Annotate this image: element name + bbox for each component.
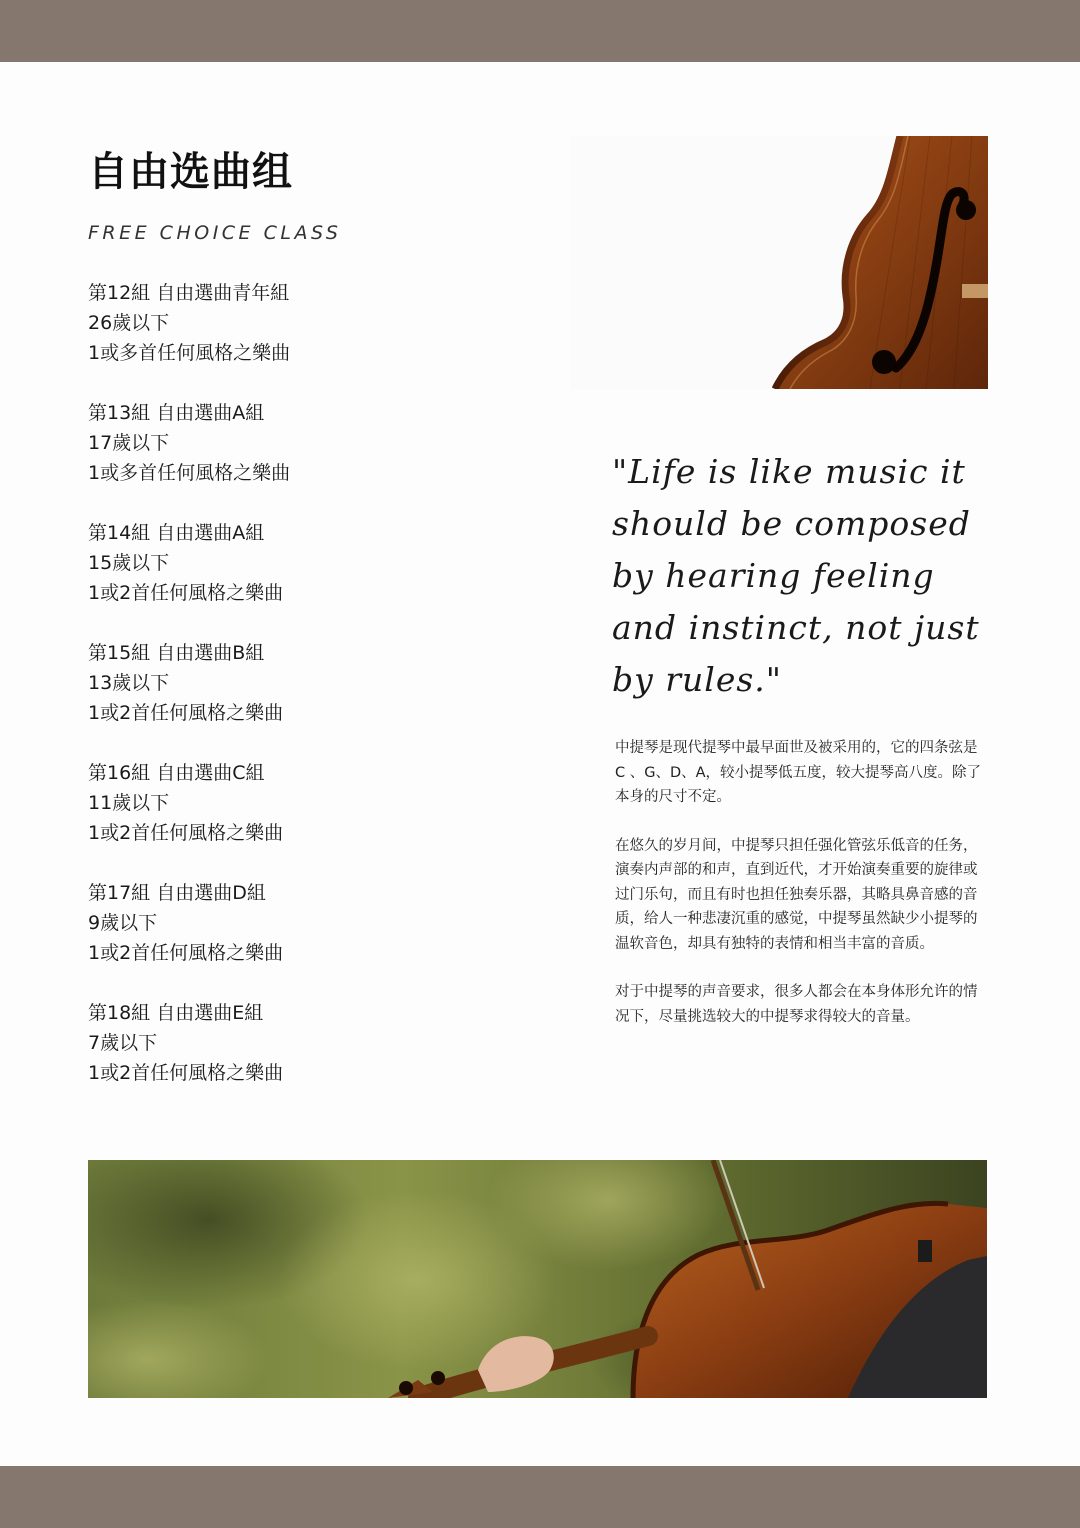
viola-description [615,736,987,1053]
group-age: 17歲以下 [88,432,170,454]
group-item [88,878,508,998]
group-requirement: 1或2首任何風格之樂曲 [88,942,284,964]
group-age: 11歲以下 [88,792,170,814]
paragraph: 中提琴是现代提琴中最早面世及被采用的，它的四条弦是C 、G、D、A，较小提琴低五度，较大提琴高八度。除了本身的尺寸不定。 [615,740,982,805]
group-age: 26歲以下 [88,312,170,334]
viola-f-hole-image [570,136,988,389]
group-requirement: 1或2首任何風格之樂曲 [88,702,284,724]
quote-text: "Life is like music it should be composed by hearing feeling and instinct, not just by rules." [612,452,980,699]
group-item [88,398,508,518]
group-requirement: 1或2首任何風格之樂曲 [88,1062,284,1084]
group-item [88,998,508,1118]
violin-player-illustration [88,1160,987,1398]
group-item [88,638,508,758]
group-name: 第13組 自由選曲A組 [88,402,265,424]
group-list [88,278,508,1118]
group-name: 第16組 自由選曲C組 [88,762,265,784]
group-item [88,758,508,878]
group-name: 第14組 自由選曲A組 [88,522,265,544]
group-requirement: 1或2首任何風格之樂曲 [88,582,284,604]
paragraph: 对于中提琴的声音要求，很多人都会在本身体形允许的情况下，尽量挑选较大的中提琴求得较大的音量。 [615,984,978,1025]
group-age: 15歲以下 [88,552,170,574]
group-requirement: 1或多首任何風格之樂曲 [88,462,291,484]
group-requirement: 1或2首任何風格之樂曲 [88,822,284,844]
page-title: 自由选曲组 [88,149,293,195]
group-age: 9歲以下 [88,912,158,934]
group-item [88,518,508,638]
group-name: 第15組 自由選曲B組 [88,642,265,664]
viola-body-illustration [570,136,988,389]
group-requirement: 1或多首任何風格之樂曲 [88,342,291,364]
page-subtitle: FREE CHOICE CLASS [88,222,342,244]
group-age: 13歲以下 [88,672,170,694]
group-name: 第12組 自由選曲青年組 [88,282,290,304]
group-name: 第17組 自由選曲D組 [88,882,266,904]
group-item [88,278,508,398]
violin-player-image [88,1160,987,1398]
top-band [0,0,1080,62]
bottom-band [0,1466,1080,1528]
paragraph: 在悠久的岁月间，中提琴只担任强化管弦乐低音的任务，演奏内声部的和声，直到近代，才开始演奏重要的旋律或过门乐句，而且有时也担任独奏乐器，其略具鼻音感的音质，给人一种悲凄沉重的感觉，中提琴虽然缺少小提琴的温软音色，却具有独特的表情和相当丰富的音质。 [615,837,978,952]
group-age: 7歲以下 [88,1032,158,1054]
group-name: 第18組 自由選曲E組 [88,1002,264,1024]
